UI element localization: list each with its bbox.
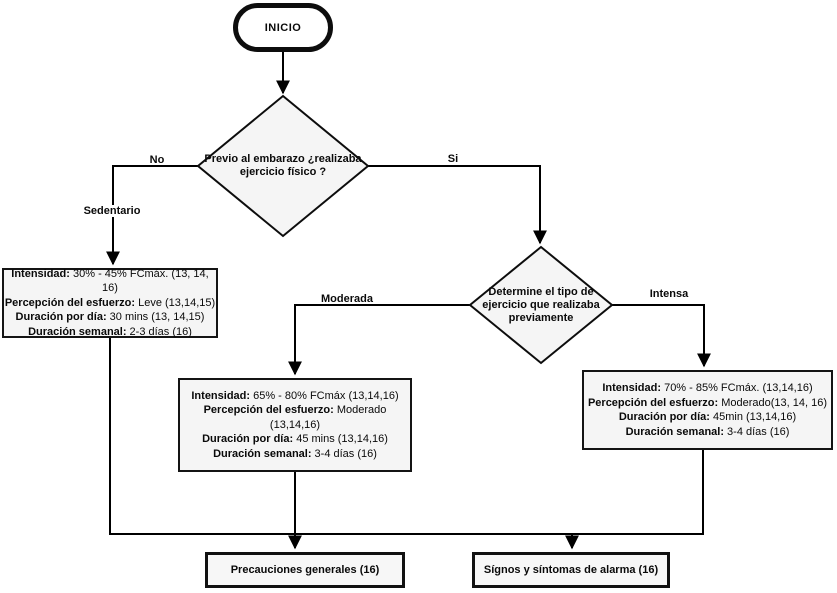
param-value: 30 mins (13, 14,15) xyxy=(106,311,205,324)
param-label: Duración semanal: xyxy=(28,325,127,338)
param-value: 45min (13,14,16) xyxy=(709,411,797,423)
param-label: Duración por día: xyxy=(15,311,107,324)
param-value: Moderado (13,14,16) xyxy=(269,404,387,431)
param-value: 45 mins (13,14,16) xyxy=(293,433,388,446)
edge-moderada-line xyxy=(295,305,470,374)
param-line xyxy=(588,396,827,411)
decision2-text: Determine el tipo de ejercicio que realizaba previamente xyxy=(482,285,600,324)
param-label: Duración semanal: xyxy=(213,447,312,460)
edge-label-intensa: Intensa xyxy=(649,288,689,300)
param-label: Intensidad: xyxy=(191,389,251,402)
param-line xyxy=(5,296,215,311)
param-line xyxy=(619,410,796,425)
param-value: 30% - 45% FCmáx. (13, 14, 16) xyxy=(69,267,209,295)
param-value: 3-4 días (16) xyxy=(311,447,377,460)
param-line xyxy=(202,432,388,447)
precauciones-label: Precauciones generales (16) xyxy=(230,564,380,576)
start-label: INICIO xyxy=(264,21,302,34)
param-line xyxy=(4,267,216,296)
signos-alarma-label: Sígnos y síntomas de alarma (16) xyxy=(483,564,659,576)
param-value: 70% - 85% FCmáx. (13,14,16) xyxy=(661,382,813,394)
param-label: Duración semanal: xyxy=(625,425,724,438)
param-value: 3-4 días (16) xyxy=(724,425,790,438)
edge-intensa-line xyxy=(612,305,704,366)
moderada-params-box xyxy=(178,378,412,472)
intensa-params-box xyxy=(582,370,833,450)
decision1-text: Previo al embarazo ¿realizaba ejercicio físico ? xyxy=(204,153,362,178)
param-label: Percepción del esfuerzo: xyxy=(587,396,719,409)
edge-label-no: No xyxy=(149,154,165,166)
param-value: Moderado(13, 14, 16) xyxy=(718,396,828,409)
param-line xyxy=(191,389,398,404)
start-node xyxy=(233,3,333,52)
param-value: Leve (13,14,15) xyxy=(135,296,216,309)
param-value: 65% - 80% FCmáx (13,14,16) xyxy=(250,389,399,402)
precauciones-box xyxy=(205,552,405,588)
param-label: Intensidad: xyxy=(602,382,662,394)
param-label: Duración por día: xyxy=(202,433,294,446)
signos-alarma-box xyxy=(472,552,670,588)
param-label: Percepción del esfuerzo: xyxy=(4,296,136,309)
param-label: Duración por día: xyxy=(618,411,710,423)
edge-label-sedentario: Sedentario xyxy=(83,205,141,217)
param-value: 2-3 días (16) xyxy=(126,325,192,338)
param-line xyxy=(180,403,410,432)
param-label: Percepción del esfuerzo: xyxy=(203,404,334,417)
edge-label-moderada: Moderada xyxy=(321,293,373,305)
param-line xyxy=(16,310,205,325)
param-line xyxy=(602,381,812,396)
param-line xyxy=(213,447,377,462)
edge-si-line xyxy=(368,166,540,243)
sedentario-params-box xyxy=(2,268,218,338)
param-label: Intensidad: xyxy=(11,267,70,280)
edge-label-si: Si xyxy=(447,153,459,165)
param-line xyxy=(626,425,790,440)
param-line xyxy=(28,325,192,340)
